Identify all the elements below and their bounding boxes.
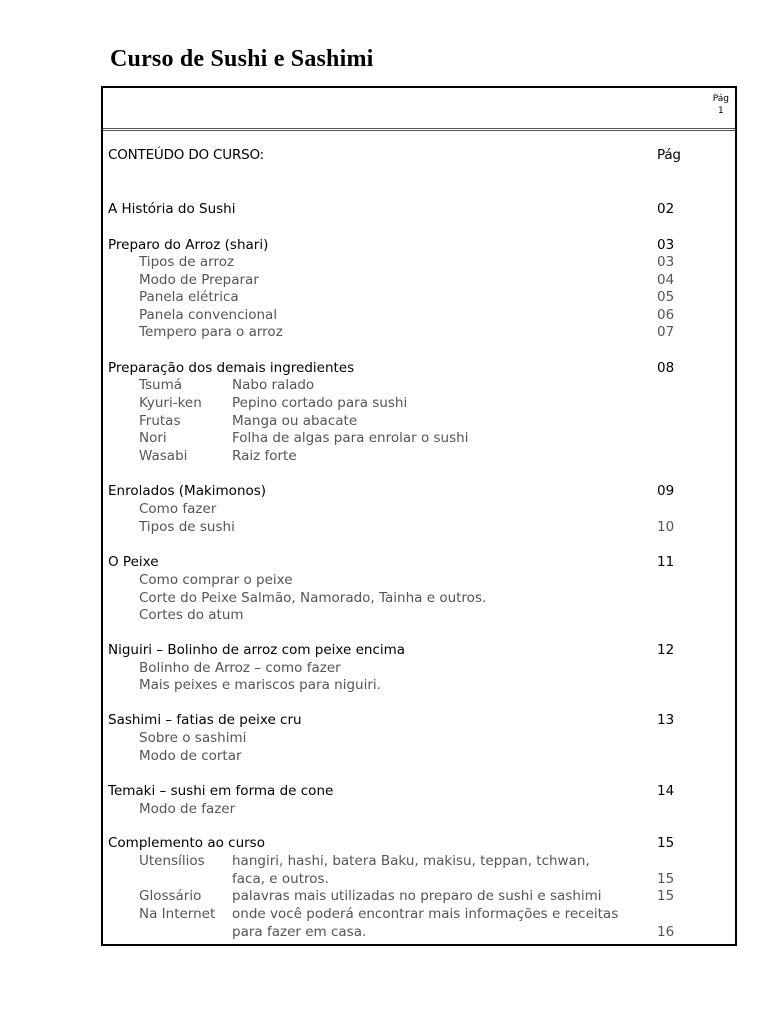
complement-row-internet-cont <box>108 923 735 941</box>
toc-subentry-label: Tipos de sushi <box>139 519 235 535</box>
complement-term: Glossário <box>139 888 202 904</box>
toc-subentry-label: Como fazer <box>139 501 217 517</box>
contents-pag-heading: Pág <box>657 147 681 163</box>
toc-entry-page: 11 <box>657 554 675 570</box>
complement-desc: faca, e outros. <box>232 871 329 887</box>
toc-subentry-page: 07 <box>657 324 675 340</box>
toc-entry-peixe <box>108 553 735 571</box>
toc-subentry-label: Tipos de arroz <box>139 254 235 270</box>
complement-desc: palavras mais utilizadas no preparo de sushi e sashimi <box>232 888 602 904</box>
toc-subentry-page: 03 <box>657 254 675 270</box>
complement-desc: onde você poderá encontrar mais informações e receitas <box>232 906 619 922</box>
toc-subentry <box>108 659 735 677</box>
toc-entry-page: 14 <box>657 783 675 799</box>
toc-entry-page: 08 <box>657 360 675 376</box>
ingredient-row <box>108 429 735 447</box>
ingredient-term: Wasabi <box>139 448 188 464</box>
toc-subentry-label: Modo de Preparar <box>139 272 259 288</box>
toc-subentry <box>108 676 735 694</box>
complement-row-utensilios <box>108 852 735 870</box>
toc-subentry <box>108 729 735 747</box>
toc-subentry <box>108 571 735 589</box>
toc-entry-temaki <box>108 782 735 800</box>
toc-entry-label: O Peixe <box>108 554 159 570</box>
toc-subentry-label: Modo de cortar <box>139 748 242 764</box>
ingredient-term: Frutas <box>139 413 181 429</box>
ingredient-desc: Nabo ralado <box>232 377 315 393</box>
toc-subentry <box>108 323 735 341</box>
contents-heading-row <box>108 146 735 164</box>
header-pag-label: Pág <box>712 94 729 104</box>
toc-subentry <box>108 500 735 518</box>
complement-desc: para fazer em casa. <box>232 924 367 940</box>
toc-entry-sashimi <box>108 711 735 729</box>
toc-entry-page: 15 <box>657 835 675 851</box>
toc-subentry <box>108 800 735 818</box>
ingredient-row <box>108 412 735 430</box>
header-page-marker <box>713 93 729 117</box>
complement-term: Utensílios <box>139 853 205 869</box>
toc-subentry-page: 15 <box>657 871 675 887</box>
toc-entry-page: 13 <box>657 712 675 728</box>
toc-entry-label: Sashimi – fatias de peixe cru <box>108 712 302 728</box>
toc-entry-label: Enrolados (Makimonos) <box>108 483 267 499</box>
toc-entry-label: Preparação dos demais ingredientes <box>108 360 355 376</box>
page-title: Curso de Sushi e Sashimi <box>110 46 374 72</box>
toc-subentry <box>108 288 735 306</box>
ingredient-row <box>108 394 735 412</box>
toc-entry-page: 02 <box>657 201 675 217</box>
contents-frame <box>101 86 737 946</box>
toc-entry-complemento <box>108 834 735 852</box>
toc-entry-page: 09 <box>657 483 675 499</box>
toc-entry-label: Niguiri – Bolinho de arroz com peixe encima <box>108 642 406 658</box>
toc-subentry-page: 04 <box>657 272 675 288</box>
contents-heading: CONTEÚDO DO CURSO: <box>108 147 265 163</box>
toc-entry-niguiri <box>108 641 735 659</box>
header-band <box>103 88 735 131</box>
toc-subentry-label: Corte do Peixe Salmão, Namorado, Tainha e outros. <box>139 590 487 606</box>
toc-subentry-label: Panela convencional <box>139 307 278 323</box>
toc-subentry-label: Bolinho de Arroz – como fazer <box>139 660 341 676</box>
ingredient-term: Kyuri-ken <box>139 395 202 411</box>
toc-entry-arroz <box>108 236 735 254</box>
ingredient-row <box>108 376 735 394</box>
toc-entry-ingredientes <box>108 359 735 377</box>
toc-entry-page: 03 <box>657 237 675 253</box>
ingredient-desc: Pepino cortado para sushi <box>232 395 408 411</box>
toc-subentry-page: 05 <box>657 289 675 305</box>
toc-subentry-label: Como comprar o peixe <box>139 572 293 588</box>
complement-desc: hangiri, hashi, batera Baku, makisu, teppan, tchwan, <box>232 853 590 869</box>
toc-entry-label: Complemento ao curso <box>108 835 265 851</box>
ingredient-row <box>108 447 735 465</box>
ingredient-term: Tsumá <box>139 377 183 393</box>
toc-subentry <box>108 306 735 324</box>
toc-subentry <box>108 518 735 536</box>
toc-entry-historia <box>108 200 735 218</box>
ingredient-desc: Folha de algas para enrolar o sushi <box>232 430 469 446</box>
toc-entry-label: Temaki – sushi em forma de cone <box>108 783 334 799</box>
complement-row-glossario <box>108 887 735 905</box>
toc-subentry <box>108 747 735 765</box>
toc-subentry-label: Panela elétrica <box>139 289 239 305</box>
toc-subentry-page: 06 <box>657 307 675 323</box>
toc-entry-label: A História do Sushi <box>108 201 236 217</box>
toc-subentry-page: 16 <box>657 924 675 940</box>
toc-subentry-label: Tempero para o arroz <box>139 324 283 340</box>
complement-term: Na Internet <box>139 906 216 922</box>
toc-subentry <box>108 606 735 624</box>
toc-subentry-label: Sobre o sashimi <box>139 730 247 746</box>
toc-entry-label: Preparo do Arroz (shari) <box>108 237 269 253</box>
toc-subentry <box>108 271 735 289</box>
toc-subentry-page: 15 <box>657 888 675 904</box>
complement-row-internet <box>108 905 735 923</box>
ingredient-desc: Manga ou abacate <box>232 413 358 429</box>
ingredient-term: Nori <box>139 430 167 446</box>
ingredient-desc: Raiz forte <box>232 448 297 464</box>
toc-entry-page: 12 <box>657 642 675 658</box>
toc-subentry-label: Modo de fazer <box>139 801 236 817</box>
toc-subentry <box>108 589 735 607</box>
toc-entry-enrolados <box>108 482 735 500</box>
toc-subentry-label: Mais peixes e mariscos para niguiri. <box>139 677 381 693</box>
toc-subentry <box>108 253 735 271</box>
header-pag-number: 1 <box>718 106 724 116</box>
toc-subentry-page: 10 <box>657 519 675 535</box>
complement-row-utensilios-cont <box>108 870 735 888</box>
toc-subentry-label: Cortes do atum <box>139 607 244 623</box>
